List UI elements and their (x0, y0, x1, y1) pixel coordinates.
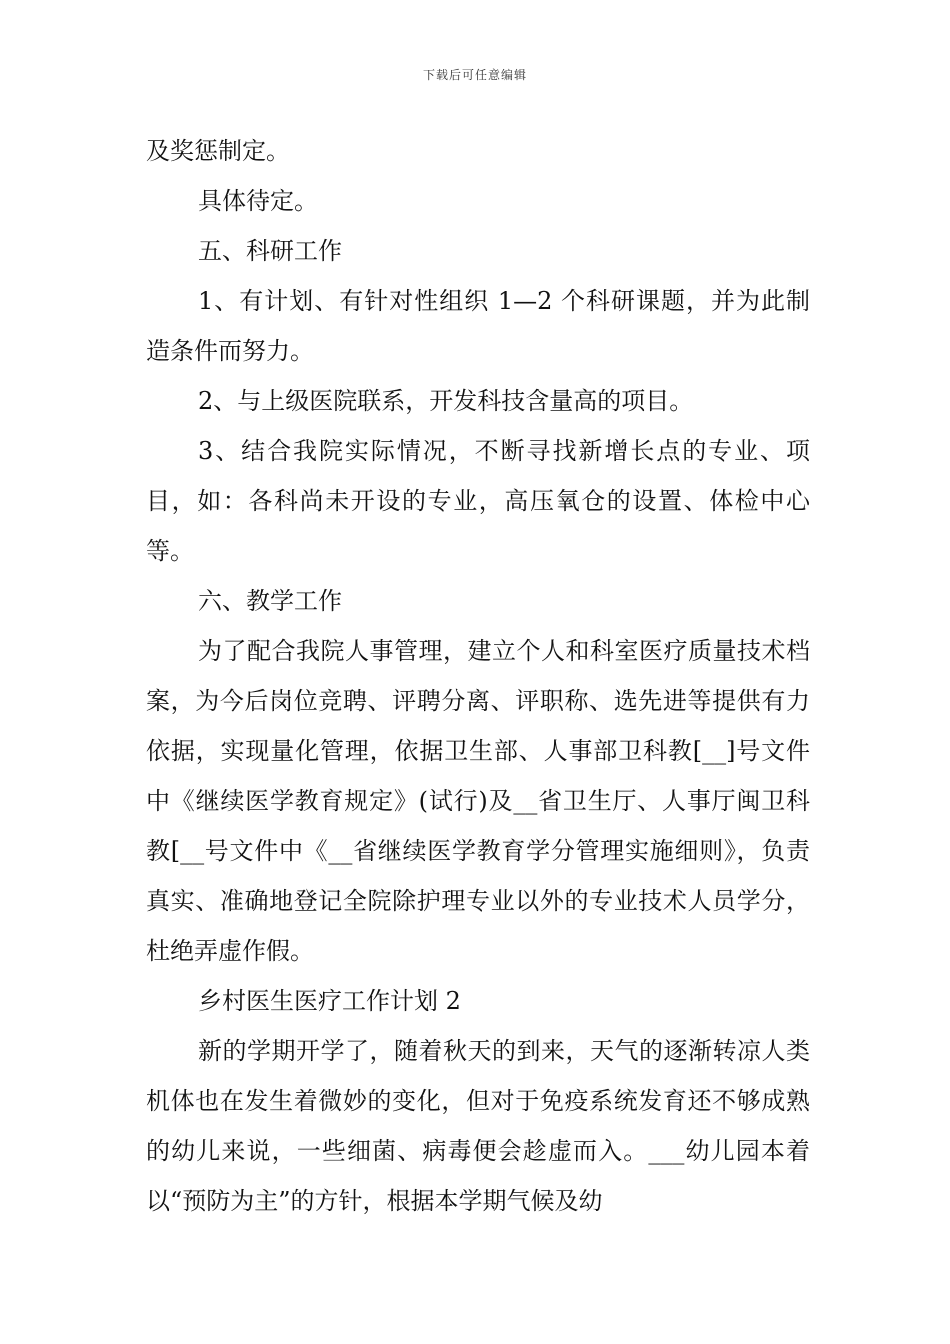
list-item: 3、结合我院实际情况，不断寻找新增长点的专业、项目，如：各科尚未开设的专业，高压氧仓的设置、体检中心等。 (146, 437, 810, 565)
page-header: 下载后可任意编辑 (422, 68, 527, 82)
list-item: 2、与上级医院联系，开发科技含量高的项目。 (198, 387, 694, 415)
section-heading: 六、教学工作 (198, 587, 342, 615)
section-heading: 五、科研工作 (198, 237, 342, 265)
list-item: 1、有计划、有针对性组织 1—2 个科研课题，并为此制造条件而努力。 (146, 287, 810, 365)
paragraph: 具体待定。 (198, 187, 318, 215)
paragraph: 新的学期开学了，随着秋天的到来，天气的逐渐转凉人类机体也在发生着微妙的变化，但对于免疫系统发育还不够成熟的幼儿来说，一些细菌、病毒便会趁虚而入。___幼儿园本着以“预防为主”的方针，根据本学期气候及幼 (146, 1037, 810, 1215)
paragraph: 为了配合我院人事管理，建立个人和科室医疗质量技术档案，为今后岗位竞聘、评聘分离、评职称、选先进等提供有力依据，实现量化管理，依据卫生部、人事部卫科教[__]号文件中《继续医学教育规定》(试行)及__省卫生厅、人事厅闽卫科教[__号文件中《__省继续医学教育学分管理实施细则》，负责真实、准确地登记全院除护理专业以外的专业技术人员学分，杜绝弄虚作假。 (146, 637, 810, 965)
document-body (146, 126, 810, 1226)
document-subtitle: 乡村医生医疗工作计划 2 (198, 987, 461, 1015)
paragraph: 及奖惩制定。 (146, 137, 290, 165)
